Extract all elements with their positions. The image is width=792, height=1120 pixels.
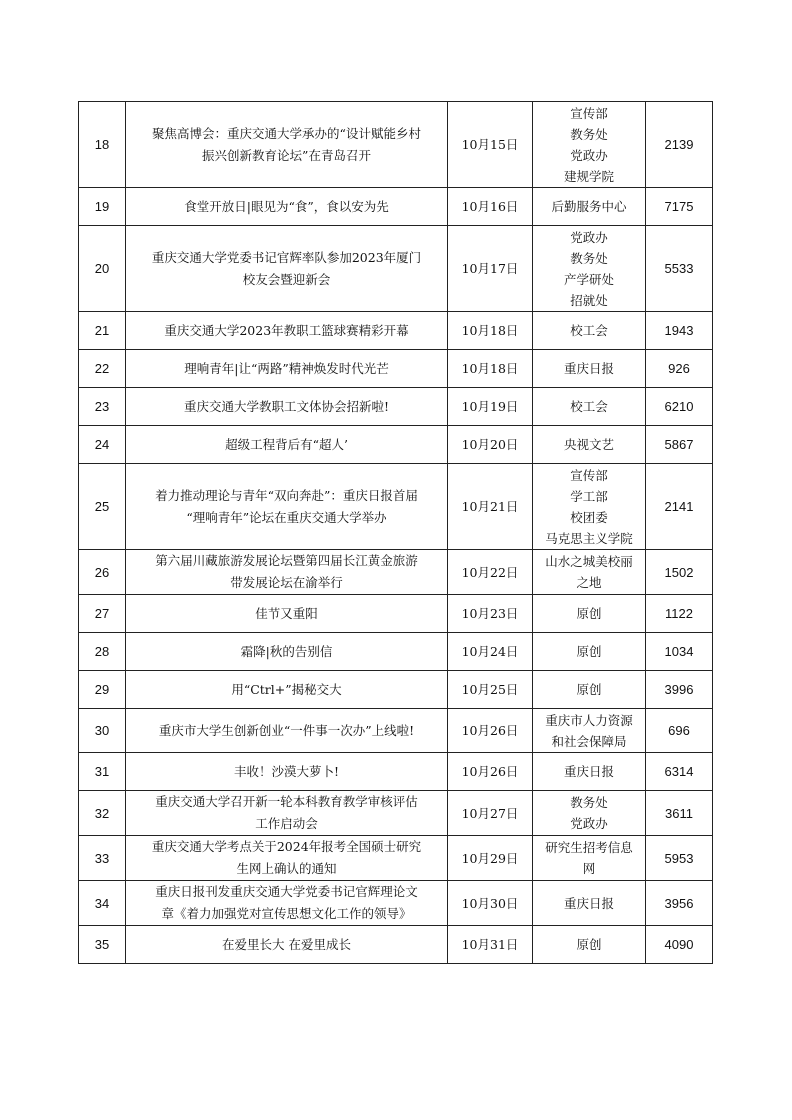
publish-date: 10月21日 [448,464,533,550]
source-department-line: 重庆日报 [563,361,614,376]
table-row [79,102,713,188]
article-title [126,226,448,312]
table-row [79,595,713,633]
article-title [126,671,448,709]
source-department [533,709,646,753]
table-row [79,709,713,753]
source-department-line: 学工部 [570,488,608,504]
article-title-line: 重庆交通大学党委书记官辉率队参加2023年厦门 [151,249,422,265]
view-count: 5533 [646,226,713,312]
publish-date: 10月30日 [448,881,533,926]
row-number: 19 [79,188,126,226]
source-department [533,550,646,595]
table-row [79,426,713,464]
row-number: 33 [79,836,126,881]
view-count: 3611 [646,791,713,836]
publish-date: 10月25日 [448,671,533,709]
publish-date: 10月26日 [448,709,533,753]
source-department-line: 招就处 [570,292,608,308]
row-number: 28 [79,633,126,671]
view-count: 6210 [646,388,713,426]
publish-date: 10月16日 [448,188,533,226]
table-row [79,926,713,964]
article-title [126,926,448,964]
view-count: 2141 [646,464,713,550]
view-count: 4090 [646,926,713,964]
article-title-line: 在爱里长大 在爱里成长 [222,936,351,952]
row-number: 30 [79,709,126,753]
publish-date: 10月18日 [448,350,533,388]
article-title-line: 重庆交通大学召开新一轮本科教育教学审核评估 [155,794,418,809]
row-number: 27 [79,595,126,633]
article-title-line: “理响青年”论坛在重庆交通大学举办 [186,509,387,525]
publish-date: 10月15日 [448,102,533,188]
source-department [533,671,646,709]
row-number: 22 [79,350,126,388]
publish-date: 10月18日 [448,312,533,350]
article-title [126,709,448,753]
row-number: 18 [79,102,126,188]
view-count: 7175 [646,188,713,226]
article-title-line: 生网上确认的通知 [236,861,337,876]
row-number: 32 [79,791,126,836]
publish-date: 10月26日 [448,753,533,791]
table-row [79,188,713,226]
source-department-line: 重庆市人力资源 [545,712,633,728]
source-department-line: 宣传部 [570,105,608,121]
article-title [126,550,448,595]
source-department-line: 教务处 [570,126,608,142]
source-department-line: 产学研处 [563,271,614,287]
publish-date: 10月27日 [448,791,533,836]
table-row [79,881,713,926]
source-department-line: 后勤服务中心 [551,199,627,214]
article-title-line: 理响青年|让“两路”精神焕发时代光芒 [184,360,389,376]
source-department-line: 重庆日报 [563,764,614,779]
source-department [533,102,646,188]
source-department-line: 党政办 [570,816,608,831]
source-department-line: 校团委 [570,509,608,525]
source-department-line: 重庆日报 [563,895,614,911]
table-row [79,388,713,426]
table-row [79,836,713,881]
article-title [126,388,448,426]
article-title-line: 重庆日报刊发重庆交通大学党委书记官辉理论文 [155,884,418,899]
source-department-line: 党政办 [570,229,608,245]
article-title-line: 超级工程背后有“超人’ [225,436,348,452]
view-count: 696 [646,709,713,753]
view-count: 6314 [646,753,713,791]
row-number: 29 [79,671,126,709]
table-row [79,464,713,550]
view-count: 926 [646,350,713,388]
table-row [79,350,713,388]
table-body [79,102,713,964]
article-title [126,836,448,881]
view-count: 5867 [646,426,713,464]
source-department-line: 马克思主义学院 [545,530,633,546]
article-title-line: 第六届川藏旅游发展论坛暨第四届长江黄金旅游 [155,553,418,568]
article-title-line: 霜降|秋的告别信 [240,643,333,659]
article-title-line: 带发展论坛在渝举行 [230,575,343,590]
source-department [533,426,646,464]
article-title-line: 重庆交通大学教职工文体协会招新啦! [183,398,390,414]
source-department [533,312,646,350]
table-row [79,312,713,350]
source-department-line: 原创 [576,644,602,659]
publish-date: 10月19日 [448,388,533,426]
publish-date: 10月23日 [448,595,533,633]
article-title-line: 重庆交通大学2023年教职工篮球赛精彩开幕 [164,322,409,338]
table-row [79,791,713,836]
row-number: 34 [79,881,126,926]
article-title-line: 章《着力加强党对宣传思想文化工作的领导》 [161,906,412,921]
publish-date: 10月17日 [448,226,533,312]
publish-date: 10月24日 [448,633,533,671]
article-title [126,350,448,388]
source-department-line: 研究生招考信息 [545,840,633,855]
view-count: 3956 [646,881,713,926]
source-department [533,464,646,550]
view-count: 5953 [646,836,713,881]
article-title [126,595,448,633]
row-number: 24 [79,426,126,464]
source-department-line: 教务处 [570,250,608,266]
article-title-line: 重庆市大学生创新创业“一件事一次办”上线啦! [158,722,415,738]
row-number: 31 [79,753,126,791]
source-department-line: 原创 [576,937,602,952]
table-row [79,633,713,671]
article-title [126,426,448,464]
source-department-line: 教务处 [570,795,608,810]
source-department-line: 山水之城美校丽 [545,554,633,569]
article-title-line: 食堂开放日|眼见为“食”，食以安为先 [184,198,389,214]
article-title [126,881,448,926]
article-title-line: 重庆交通大学考点关于2024年报考全国硕士研究 [151,839,422,854]
article-title [126,633,448,671]
source-department-line: 和社会保障局 [551,733,627,749]
table-row [79,550,713,595]
article-title [126,791,448,836]
table-row [79,671,713,709]
article-title-line: 着力推动理论与青年“双向奔赴”：重庆日报首届 [155,487,418,503]
article-title-line: 聚焦高博会：重庆交通大学承办的“设计赋能乡村 [152,125,421,141]
row-number: 23 [79,388,126,426]
article-title-line: 丰收！沙漠大萝卜! [233,763,340,779]
view-count: 1502 [646,550,713,595]
view-count: 1122 [646,595,713,633]
row-number: 35 [79,926,126,964]
source-department-line: 建规学院 [563,168,614,184]
row-number: 20 [79,226,126,312]
source-department [533,791,646,836]
article-title [126,753,448,791]
row-number: 21 [79,312,126,350]
article-title-line: 校友会暨迎新会 [242,271,331,287]
row-number: 25 [79,464,126,550]
source-department [533,881,646,926]
source-department-line: 校工会 [570,323,608,338]
article-title-line: 用“Ctrl+”揭秘交大 [231,681,342,697]
article-title-line: 佳节又重阳 [255,605,318,621]
source-department [533,926,646,964]
view-count: 2139 [646,102,713,188]
publish-date: 10月29日 [448,836,533,881]
source-department-line: 原创 [576,682,602,697]
source-department [533,226,646,312]
source-department [533,388,646,426]
publish-date: 10月20日 [448,426,533,464]
source-department-line: 网 [582,861,596,876]
source-department [533,350,646,388]
view-count: 1034 [646,633,713,671]
article-title-line: 工作启动会 [255,816,318,831]
source-department-line: 校工会 [570,399,608,414]
source-department-line: 之地 [576,575,602,590]
publish-date: 10月22日 [448,550,533,595]
source-department [533,595,646,633]
source-department [533,633,646,671]
source-department-line: 央视文艺 [563,437,614,452]
source-department [533,836,646,881]
source-department [533,188,646,226]
article-title [126,188,448,226]
publish-date: 10月31日 [448,926,533,964]
source-department-line: 原创 [576,606,602,621]
article-title [126,102,448,188]
table-row [79,226,713,312]
view-count: 3996 [646,671,713,709]
source-department-line: 党政办 [570,147,608,163]
article-title [126,312,448,350]
article-title [126,464,448,550]
row-number: 26 [79,550,126,595]
source-department-line: 宣传部 [570,467,608,483]
table-row [79,753,713,791]
view-count: 1943 [646,312,713,350]
source-department [533,753,646,791]
article-stats-table [78,101,713,964]
article-title-line: 振兴创新教育论坛”在青岛召开 [202,147,371,163]
